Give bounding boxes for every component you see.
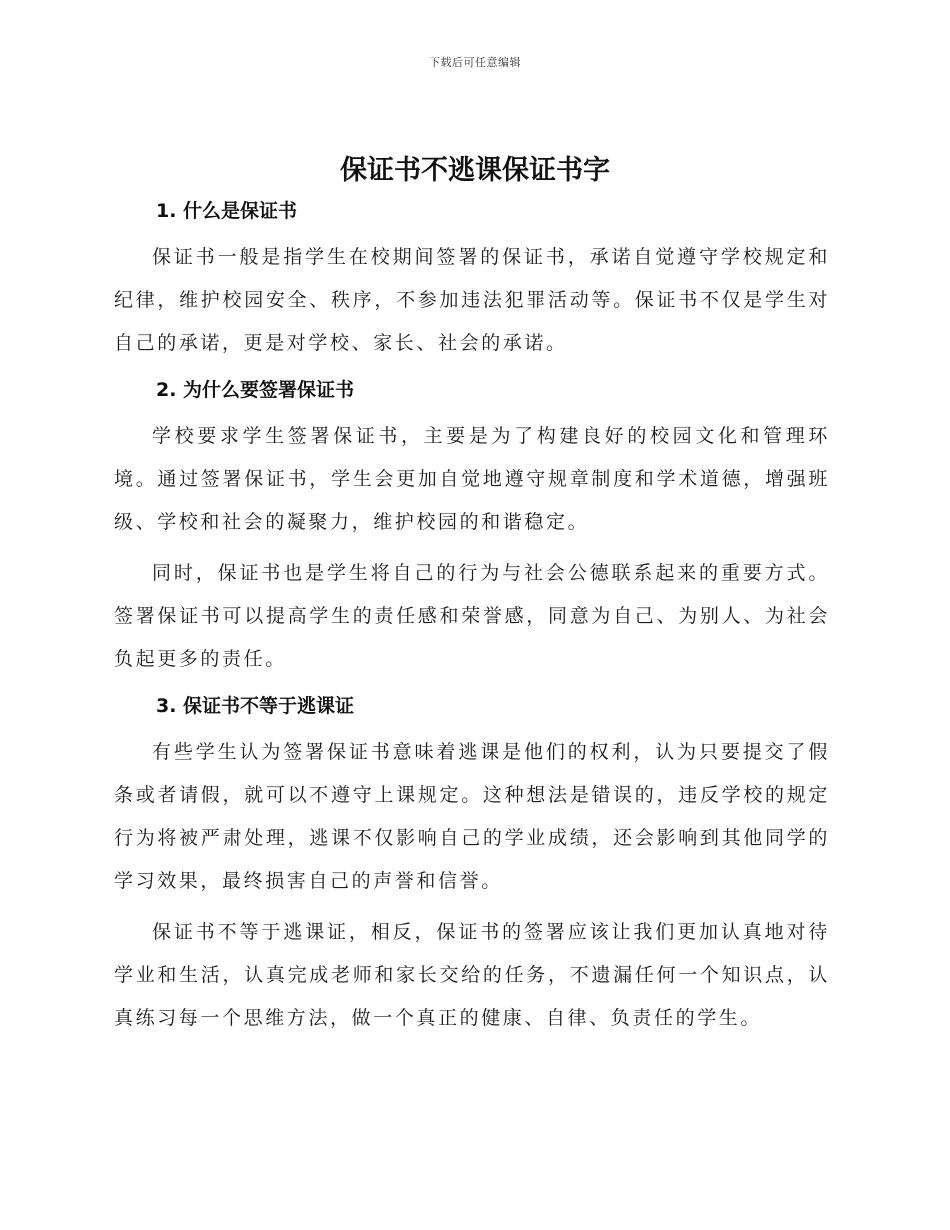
paragraph: 保证书一般是指学生在校期间签署的保证书，承诺自觉遵守学校规定和纪律，维护校园安全、秩序，不参加违法犯罪活动等。保证书不仅是学生对自己的承诺，更是对学校、家长、社会的承诺。 xyxy=(114,246,830,354)
section-heading: 3. 保证书不等于逃课证 xyxy=(156,695,355,717)
paragraph: 保证书不等于逃课证，相反，保证书的签署应该让我们更加认真地对待学业和生活，认真完成老师和家长交给的任务，不遗漏任何一个知识点，认真练习每一个思维方法，做一个真正的健康、自律、负责任的学生。 xyxy=(114,921,830,1029)
header-note: 下载后可任意编辑 xyxy=(429,56,521,69)
document-body xyxy=(114,196,830,1050)
paragraph: 有些学生认为签署保证书意味着逃课是他们的权利，认为只要提交了假条或者请假，就可以不遵守上课规定。这种想法是错误的，违反学校的规定行为将被严肃处理，逃课不仅影响自己的学业成绩，还会影响到其他同学的学习效果，最终损害自己的声誉和信誉。 xyxy=(114,741,830,892)
section-what-is-guarantee xyxy=(114,196,830,365)
section-why-sign xyxy=(114,375,830,681)
section-heading: 1. 什么是保证书 xyxy=(156,200,298,222)
paragraph: 同时，保证书也是学生将自己的行为与社会公德联系起来的重要方式。签署保证书可以提高学生的责任感和荣誉感，同意为自己、为别人、为社会负起更多的责任。 xyxy=(114,562,830,670)
section-heading: 2. 为什么要签署保证书 xyxy=(156,379,355,401)
section-not-skip-pass xyxy=(114,691,830,1040)
paragraph: 学校要求学生签署保证书，主要是为了构建良好的校园文化和管理环境。通过签署保证书，学生会更加自觉地遵守规章制度和学术道德，增强班级、学校和社会的凝聚力，维护校园的和谐稳定。 xyxy=(114,425,830,533)
document-title: 保证书不逃课保证书字 xyxy=(340,155,610,186)
